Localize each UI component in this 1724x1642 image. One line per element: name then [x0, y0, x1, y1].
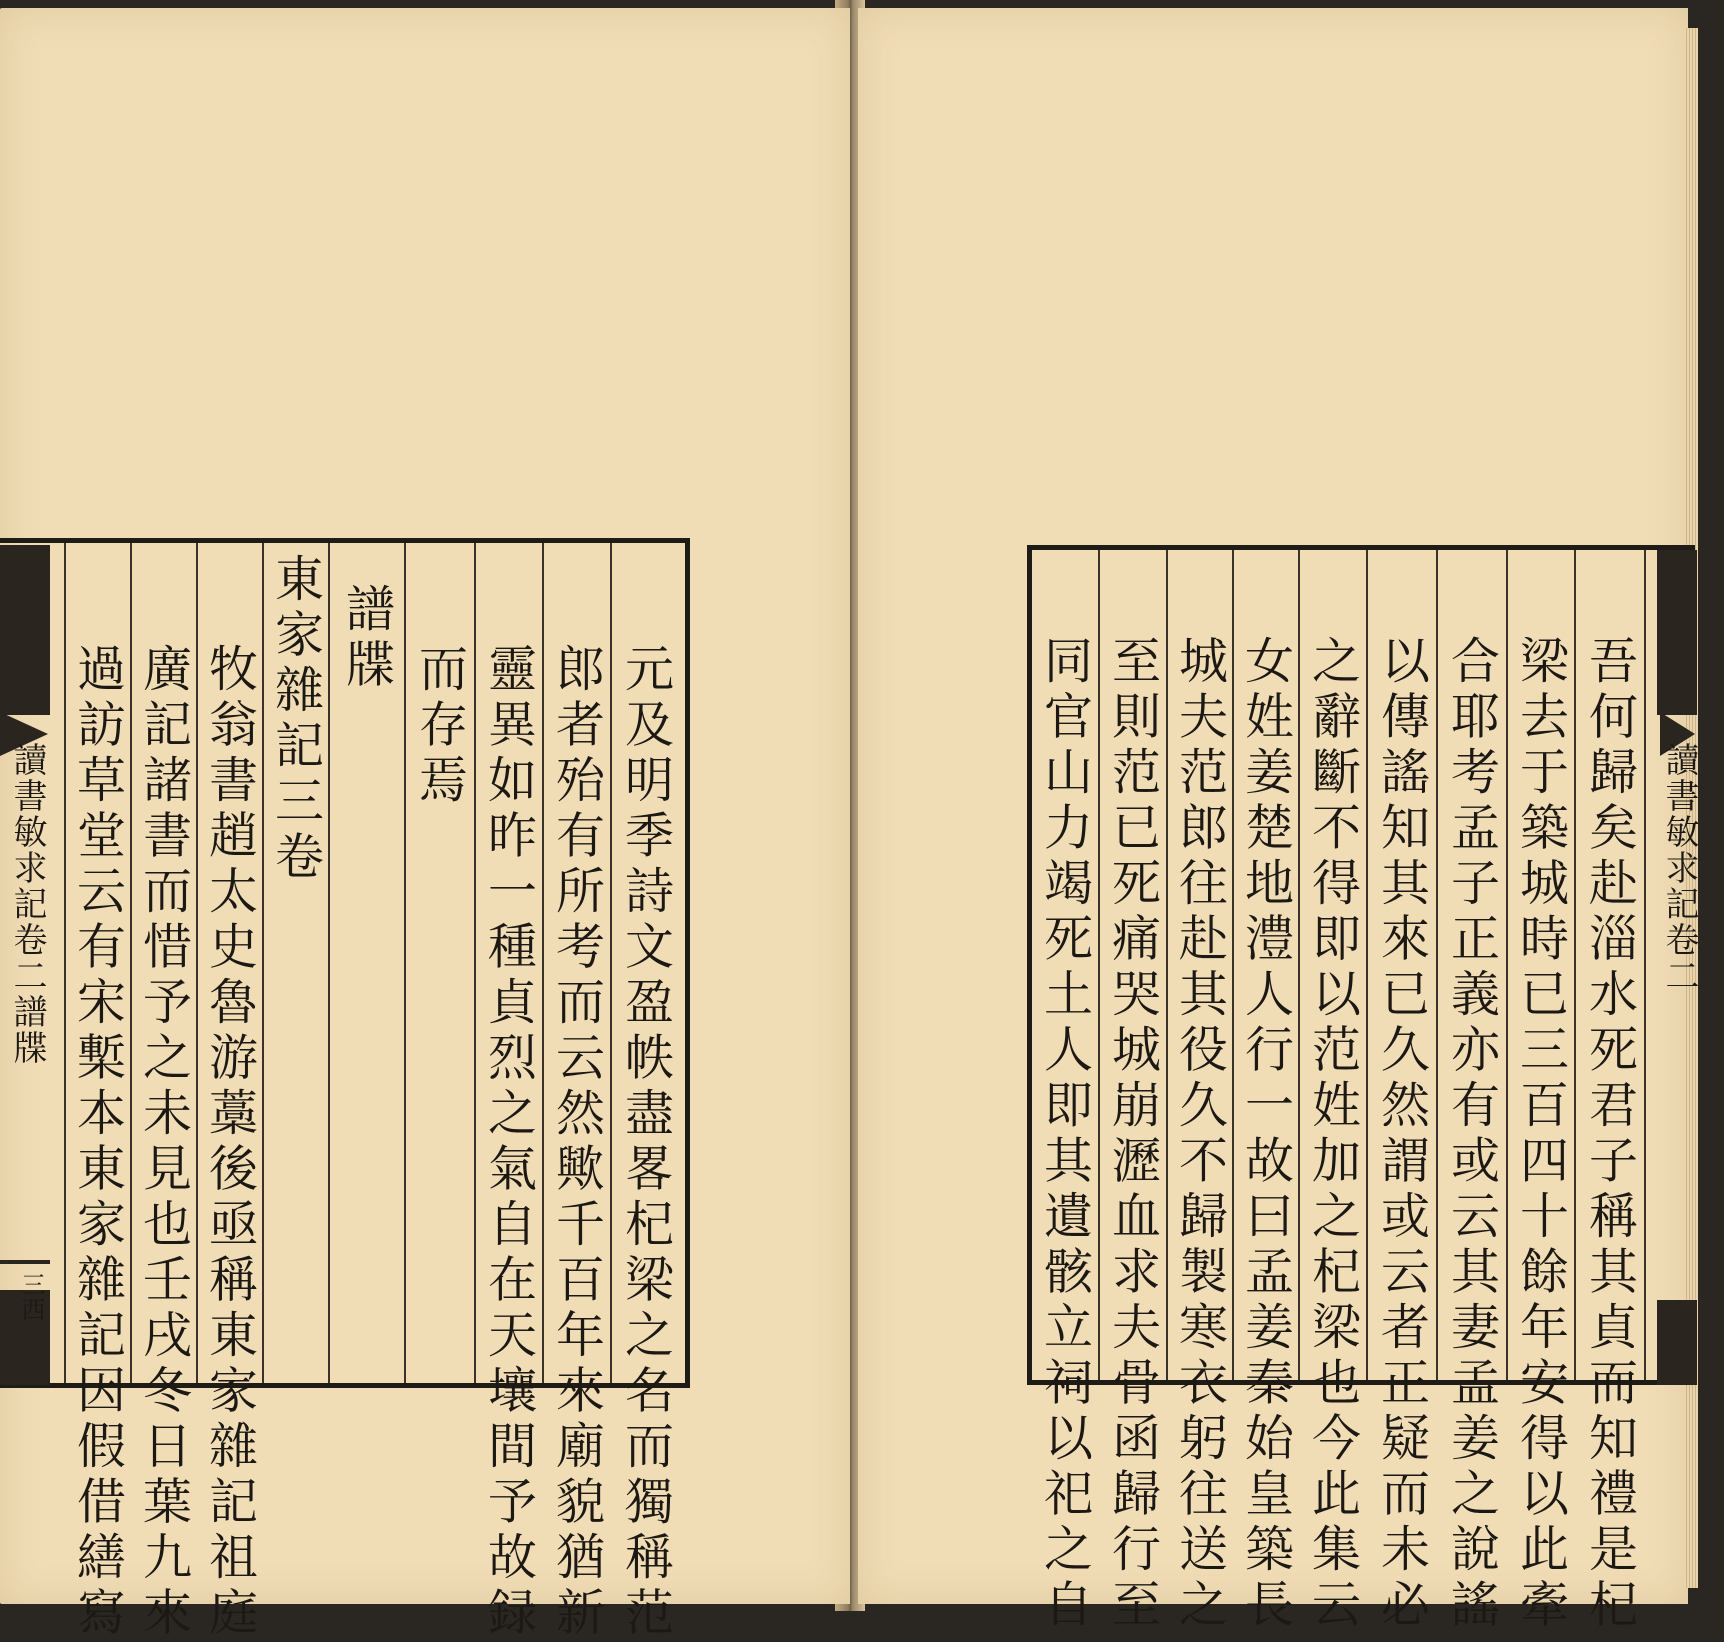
column-text: 靈異如昨一種貞烈之氣自在天壤間予故録 [480, 643, 538, 1642]
column-text: 女姓姜楚地澧人行一故曰孟姜秦始皇築長 [1237, 635, 1295, 1634]
column-text: 合耶考孟子正義亦有或云其妻孟姜之說謠 [1443, 635, 1501, 1634]
fishtail-upper [1657, 550, 1697, 715]
column-text: 梁去于築城時已三百四十餘年安得以此牽 [1512, 635, 1570, 1634]
text-column [1168, 550, 1232, 1634]
text-column [1234, 550, 1298, 1634]
column-text: 以傳謠知其來已久然謂或云者正疑而未必 [1373, 635, 1431, 1634]
text-column [406, 543, 474, 1383]
column-text: 廣記諸書而惜予之未見也壬戌冬日葉九來 [135, 643, 193, 1642]
column-text: 東家雜記三卷 [267, 553, 325, 886]
text-column [1368, 550, 1436, 1634]
text-column [1438, 550, 1506, 1634]
column-text: 元及明季詩文盈帙盡畧杞梁之名而獨稱范 [617, 643, 675, 1642]
column-text: 過訪草堂云有宋槧本東家雜記因假借繕寫 [69, 643, 127, 1642]
text-column [264, 543, 328, 1383]
column-text: 牧翁書趙太史魯游藁後亟稱東家雜記祖庭 [201, 643, 259, 1642]
left-text-block [0, 538, 690, 1642]
text-column [330, 543, 404, 1383]
text-column [1300, 550, 1366, 1634]
text-column [544, 543, 610, 1642]
text-column [476, 543, 542, 1642]
column-text: 吾何歸矣赴淄水死君子稱其貞而知禮是杞 [1581, 635, 1639, 1634]
text-column [132, 543, 196, 1642]
column-text: 郎者殆有所考而云然歟千百年來廟貌猶新 [548, 643, 606, 1642]
text-column [1508, 550, 1574, 1634]
column-text: 之辭斷不得即以范姓加之杞梁也今此集云 [1304, 635, 1362, 1634]
leaf-number: 三西 [17, 1272, 45, 1322]
margin-book-title: 讀書敏求記卷二 [1659, 742, 1699, 994]
text-column [1576, 550, 1644, 1634]
text-column [66, 543, 130, 1642]
column-text: 至則范已死痛哭城崩瀝血求夫骨函歸行至 [1104, 635, 1162, 1634]
text-column [198, 543, 262, 1642]
margin-book-title: 讀書敏求記卷二譜牒 [7, 742, 47, 1066]
text-column [1032, 550, 1098, 1634]
fishtail-upper [0, 545, 50, 715]
fishtail-lower [1657, 1300, 1697, 1385]
column-text: 同官山力竭死土人即其遺骸立祠以祀之自 [1036, 635, 1094, 1634]
column-rule [1644, 550, 1646, 1380]
right-text-block [1027, 545, 1699, 1634]
fishtail-lower-bar [0, 1260, 50, 1264]
column-text: 而存焉 [411, 643, 469, 810]
column-text: 譜牒 [338, 583, 396, 694]
text-column [1100, 550, 1166, 1634]
column-text: 城夫范郎往赴其役久不歸製寒衣躬往送之 [1171, 635, 1229, 1634]
text-column [612, 543, 680, 1642]
